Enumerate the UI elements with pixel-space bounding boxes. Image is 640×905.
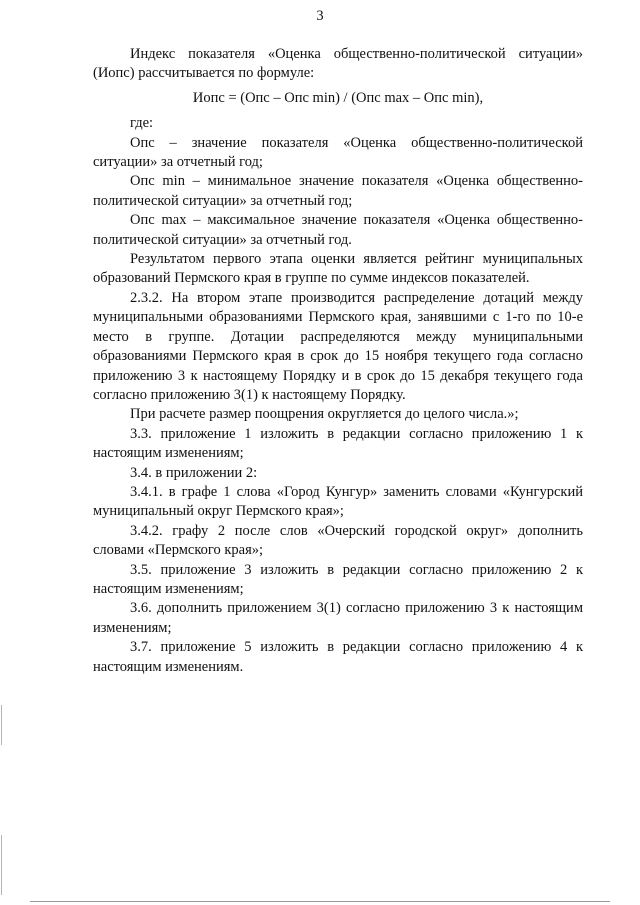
paragraph-ops-min-definition: Опс min – минимальное значение показателя «Оценка общественно-политической ситуации» за отчетный год; [93, 173, 583, 209]
paragraph-3-6: 3.6. дополнить приложением 3(1) согласно приложению 3 к настоящим изменениям; [93, 600, 583, 636]
paragraph-2-3-2: 2.3.2. На втором этапе производится распределение дотаций между муниципальными образованиями Пермского края, занявшими с 1-го по 10-е место в группе. Дотации распределяются между муниципальными образованиями Пермского края в срок до 15 ноября текущего года согласно приложению 3 к настоящему Порядку и в срок до 15 декабря текущего года согласно приложению 3(1) к настоящему Порядку. [93, 289, 583, 403]
paragraph-3-4: 3.4. в приложении 2: [130, 464, 258, 481]
paragraph-ops-definition: Опс – значение показателя «Оценка общественно-политической ситуации» за отчетный год; [93, 134, 583, 171]
paragraph-3-4-2: 3.4.2. графу 2 после слов «Очерский городской округ» дополнить словами «Пермского края»; [93, 522, 583, 559]
formula: Иопс = (Опс – Опс min) / (Опс max – Опс min), [192, 89, 484, 106]
scan-edge-mark [1, 705, 2, 745]
paragraph-3-4-1: 3.4.1. в графе 1 слова «Город Кунгур» заменить словами «Кунгурский муниципальный округ Пермского края»; [93, 483, 583, 520]
formula-where-label: где: [130, 115, 154, 132]
scan-edge-mark [1, 835, 2, 895]
paragraph-index-intro: Индекс показателя «Оценка общественно-политической ситуации» (Иопс) рассчитывается по формуле: [93, 46, 583, 82]
paragraph-first-stage-result: Результатом первого этапа оценки является рейтинг муниципальных образований Пермского края в группе по сумме индексов показателей. [93, 251, 583, 287]
page-bottom-rule [30, 901, 610, 902]
paragraph-rounding: При расчете размер поощрения округляется до целого числа.»; [130, 406, 519, 423]
paragraph-3-3: 3.3. приложение 1 изложить в редакции согласно приложению 1 к настоящим изменениям; [93, 425, 583, 462]
paragraph-3-7: 3.7. приложение 5 изложить в редакции согласно приложению 4 к настоящим изменениям. [93, 639, 583, 675]
paragraph-3-5: 3.5. приложение 3 изложить в редакции согласно приложению 2 к настоящим изменениям; [93, 561, 583, 597]
paragraph-ops-max-definition: Опс max – максимальное значение показателя «Оценка общественно-политической ситуации» за отчетный год. [93, 212, 583, 248]
document-body [93, 45, 583, 677]
page-number: 3 [316, 8, 324, 24]
